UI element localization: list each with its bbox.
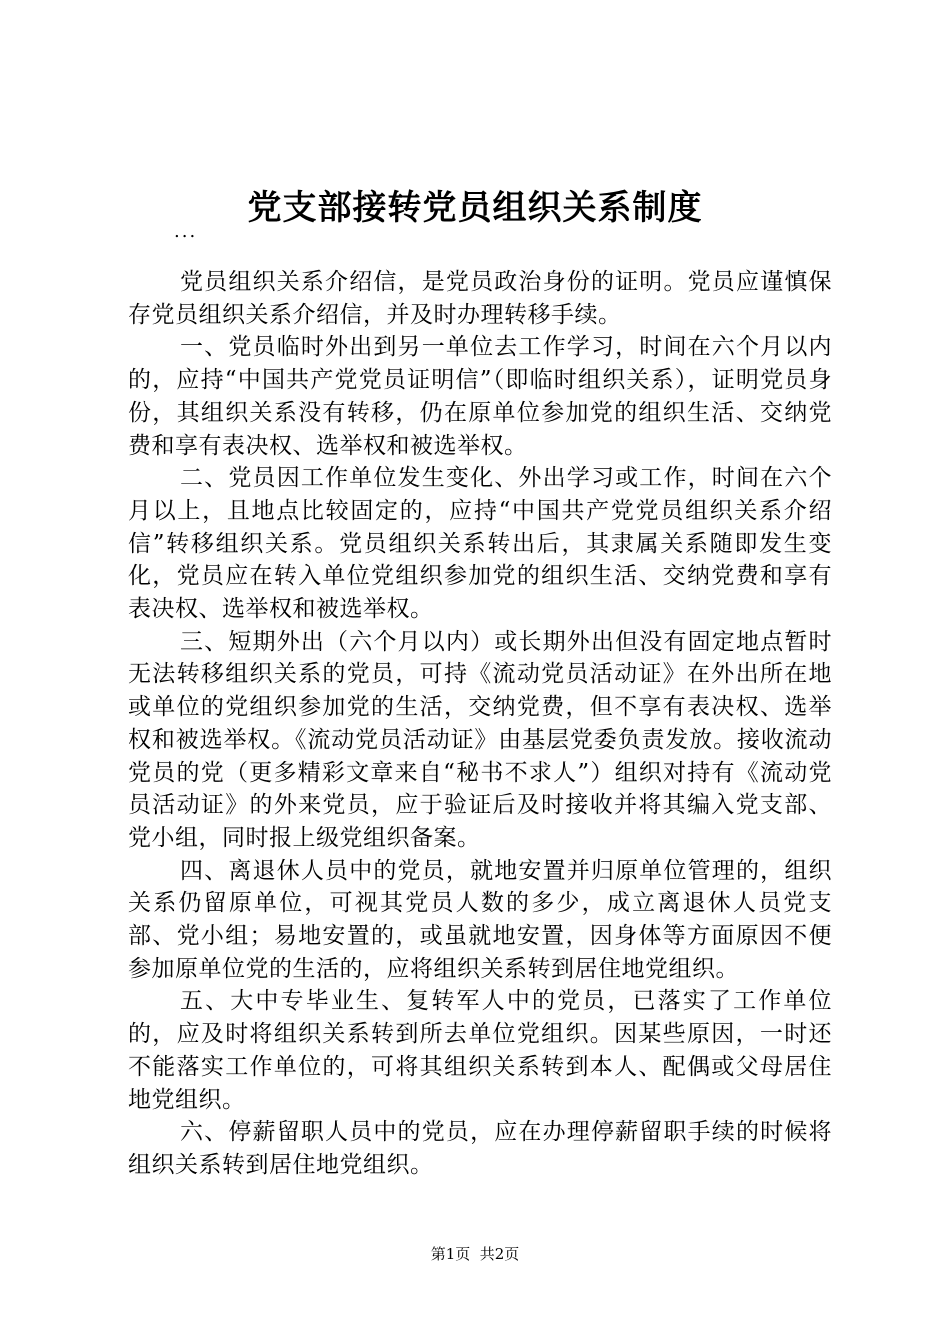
paragraph-item-5: 五、大中专毕业生、复转军人中的党员，已落实了工作单位的，应及时将组织关系转到所去单位党组织。因某些原因，一时还不能落实工作单位的，可将其组织关系转到本人、配偶或父母居住地党组织。 bbox=[128, 988, 832, 1113]
paragraph-item-1: 一、党员临时外出到另一单位去工作学习，时间在六个月以内的，应持“中国共产党党员证明信”（即临时组织关系），证明党员身份，其组织关系没有转移，仍在原单位参加党的组织生活、交纳党费和享有表决权、选举权和被选举权。 bbox=[128, 334, 832, 459]
paragraph-item-6: 六、停薪留职人员中的党员，应在办理停薪留职手续的时候将组织关系转到居住地党组织。 bbox=[128, 1119, 832, 1178]
page-footer: 第1页 共2页 bbox=[430, 1245, 520, 1263]
document-body bbox=[128, 266, 832, 1182]
paragraph-item-2: 二、党员因工作单位发生变化、外出学习或工作，时间在六个月以上，且地点比较固定的，应持“中国共产党党员组织关系介绍信”转移组织关系。党员组织关系转出后，其隶属关系随即发生变化，党员应在转入单位党组织参加党的组织生活、交纳党费和享有表决权、选举权和被选举权。 bbox=[128, 465, 832, 623]
paragraph-item-4: 四、离退休人员中的党员，就地安置并归原单位管理的，组织关系仍留原单位，可视其党员人数的多少，成立离退休人员党支部、党小组；易地安置的，或虽就地安置，因身体等方面原因不便参加原单位党的生活的，应将组织关系转到居住地党组织。 bbox=[128, 857, 832, 982]
ellipsis-marker: ... bbox=[174, 221, 198, 242]
paragraph-intro: 党员组织关系介绍信，是党员政治身份的证明。党员应谨慎保存党员组织关系介绍信，并及时办理转移手续。 bbox=[128, 269, 832, 328]
document-title: 党支部接转党员组织关系制度 bbox=[247, 188, 703, 228]
paragraph-item-3: 三、短期外出（六个月以内）或长期外出但没有固定地点暂时无法转移组织关系的党员，可持《流动党员活动证》在外出所在地或单位的党组织参加党的生活，交纳党费，但不享有表决权、选举权和被选举权。《流动党员活动证》由基层党委负责发放。接收流动党员的党（更多精彩文章来自“秘书不求人”）组织对持有《流动党员活动证》的外来党员，应于验证后及时接收并将其编入党支部、党小组，同时报上级党组织备案。 bbox=[128, 628, 832, 851]
